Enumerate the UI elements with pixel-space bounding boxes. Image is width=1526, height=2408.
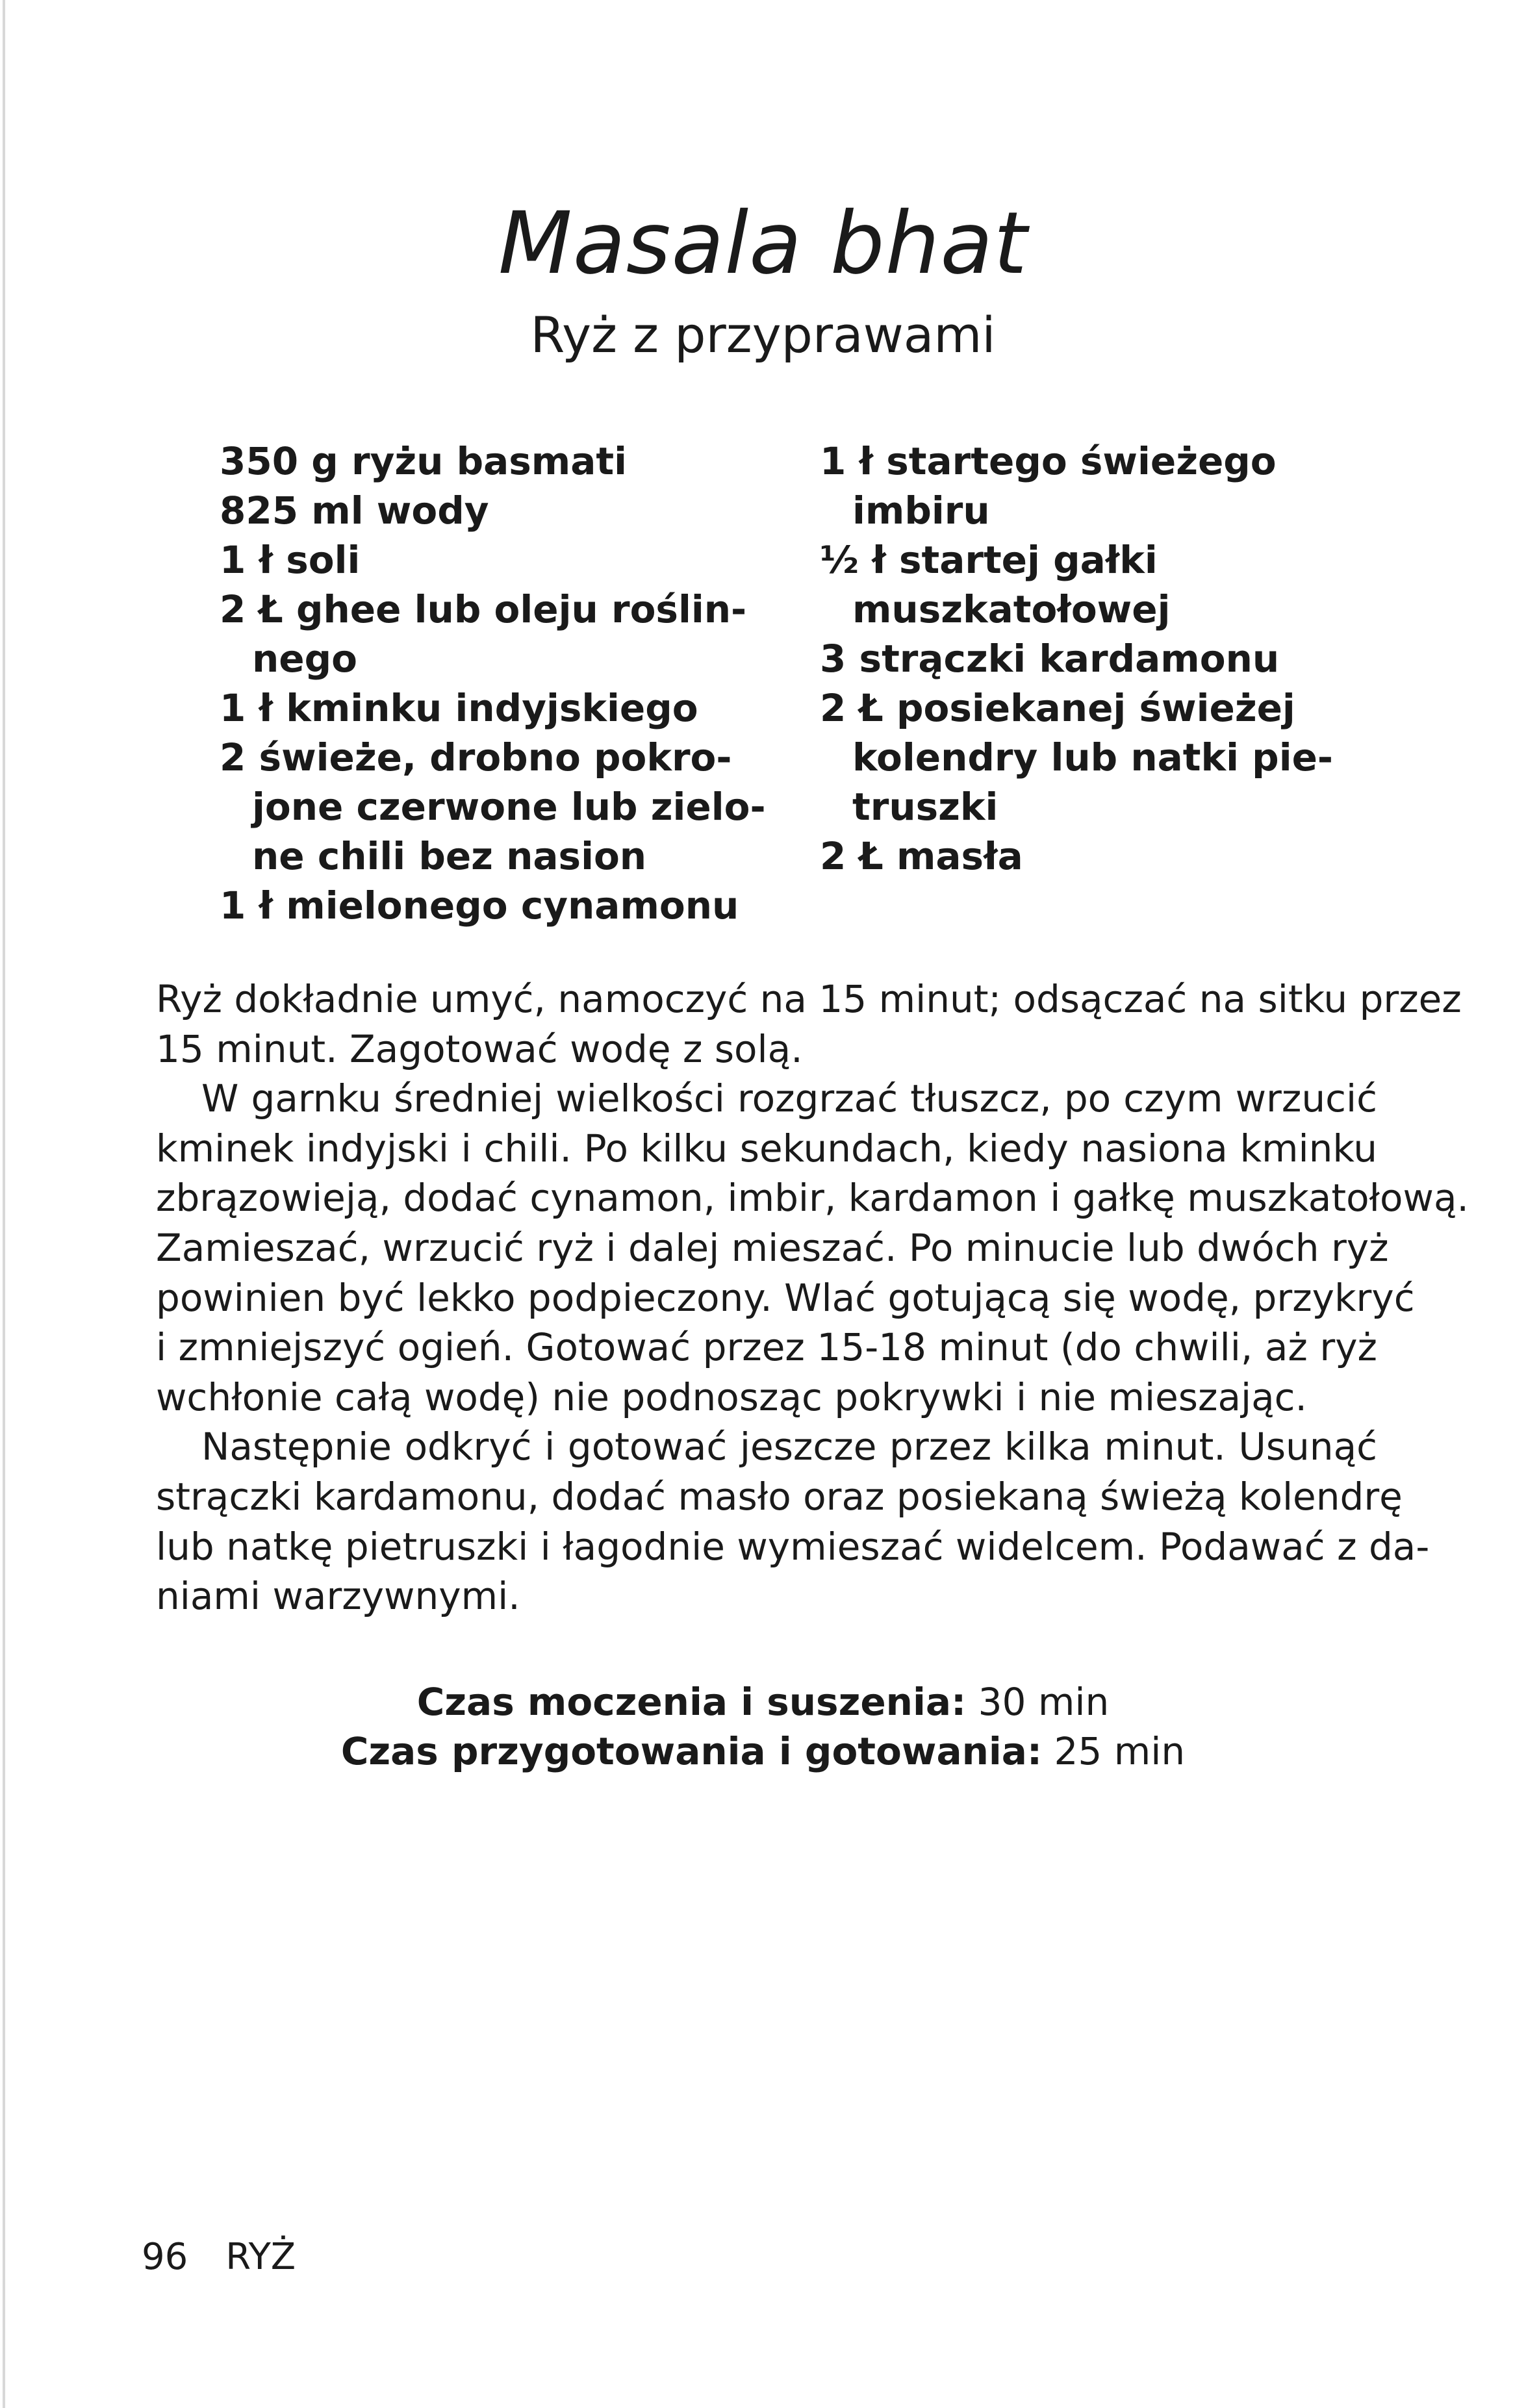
- times-block: [0, 1677, 1526, 1776]
- cook-time-line: [0, 1727, 1526, 1776]
- method-line: strączki kardamonu, dodać masło oraz posiekaną świeżą kolendrę: [156, 1474, 1403, 1519]
- method-line: Ryż dokładnie umyć, namoczyć na 15 minut; odsączać na sitku przez: [156, 977, 1462, 1021]
- ingredient-line: ½ ł startej gałki: [820, 538, 1158, 582]
- method-line: wchłonie całą wodę) nie podnosząc pokrywki i nie mieszając.: [156, 1375, 1307, 1419]
- method-line: kminek indyjski i chili. Po kilku sekundach, kiedy nasiona kminku: [156, 1126, 1377, 1171]
- ingredient-line: 2 Ł posiekanej świeżej: [820, 686, 1295, 730]
- method-line: lub natkę pietruszki i łagodnie wymieszać widelcem. Podawać z da-: [156, 1524, 1430, 1569]
- ingredient-line: muszkatołowej: [852, 587, 1171, 631]
- soak-time-label: Czas moczenia i suszenia:: [416, 1680, 967, 1724]
- ingredient-line: nego: [252, 637, 357, 681]
- method-line: niami warzywnymi.: [156, 1574, 520, 1619]
- method-text: [156, 974, 1469, 1621]
- recipe-subtitle: Ryż z przyprawami: [530, 306, 996, 364]
- cook-time-label: Czas przygotowania i gotowania:: [340, 1729, 1043, 1773]
- ingredient-line: 2 świeże, drobno pokro-: [220, 735, 732, 779]
- method-line: zbrązowieją, dodać cynamon, imbir, kardamon i gałkę muszkatołową.: [156, 1176, 1469, 1221]
- ingredient-line: kolendry lub natki pie-: [852, 735, 1333, 779]
- method-line: W garnku średniej wielkości rozgrzać tłuszcz, po czym wrzucić: [201, 1076, 1377, 1121]
- method-line: powinien być lekko podpieczony. Wlać gotującą się wodę, przykryć: [156, 1275, 1415, 1320]
- ingredient-line: 1 ł kminku indyjskiego: [220, 686, 698, 730]
- method-line: Zamieszać, wrzucić ryż i dalej mieszać. Po minucie lub dwóch ryż: [156, 1225, 1389, 1270]
- ingredient-line: 350 g ryżu basmati: [220, 439, 627, 483]
- ingredient-line: 2 Ł ghee lub oleju roślin-: [220, 587, 747, 631]
- ingredient-line: 1 ł soli: [220, 538, 361, 582]
- ingredient-line: jone czerwone lub zielo-: [252, 785, 766, 829]
- ingredient-line: 825 ml wody: [220, 488, 489, 533]
- ingredient-line: truszki: [852, 785, 998, 829]
- soak-time-value: 30 min: [978, 1680, 1110, 1724]
- ingredient-line: ne chili bez nasion: [252, 834, 647, 878]
- page-footer: [142, 2235, 296, 2280]
- recipe-title: Masala bhat: [498, 194, 1028, 294]
- method-line: 15 minut. Zagotować wodę z solą.: [156, 1026, 803, 1071]
- soak-time-line: [0, 1677, 1526, 1727]
- ingredient-line: 1 ł startego świeżego: [820, 439, 1277, 483]
- ingredient-line: imbiru: [852, 488, 990, 533]
- method-line: Następnie odkryć i gotować jeszcze przez kilka minut. Usunąć: [201, 1425, 1377, 1469]
- cook-time-value: 25 min: [1054, 1729, 1186, 1773]
- ingredient-line: 3 strączki kardamonu: [820, 637, 1280, 681]
- section-name: RYŻ: [225, 2236, 296, 2278]
- ingredients-left-column: [220, 437, 766, 930]
- ingredient-line: 1 ł mielonego cynamonu: [220, 883, 739, 928]
- method-line: i zmniejszyć ogień. Gotować przez 15-18 minut (do chwili, aż ryż: [156, 1325, 1377, 1370]
- page-number: 96: [142, 2236, 188, 2278]
- ingredient-line: 2 Ł masła: [820, 834, 1023, 878]
- ingredients-right-column: [820, 437, 1333, 881]
